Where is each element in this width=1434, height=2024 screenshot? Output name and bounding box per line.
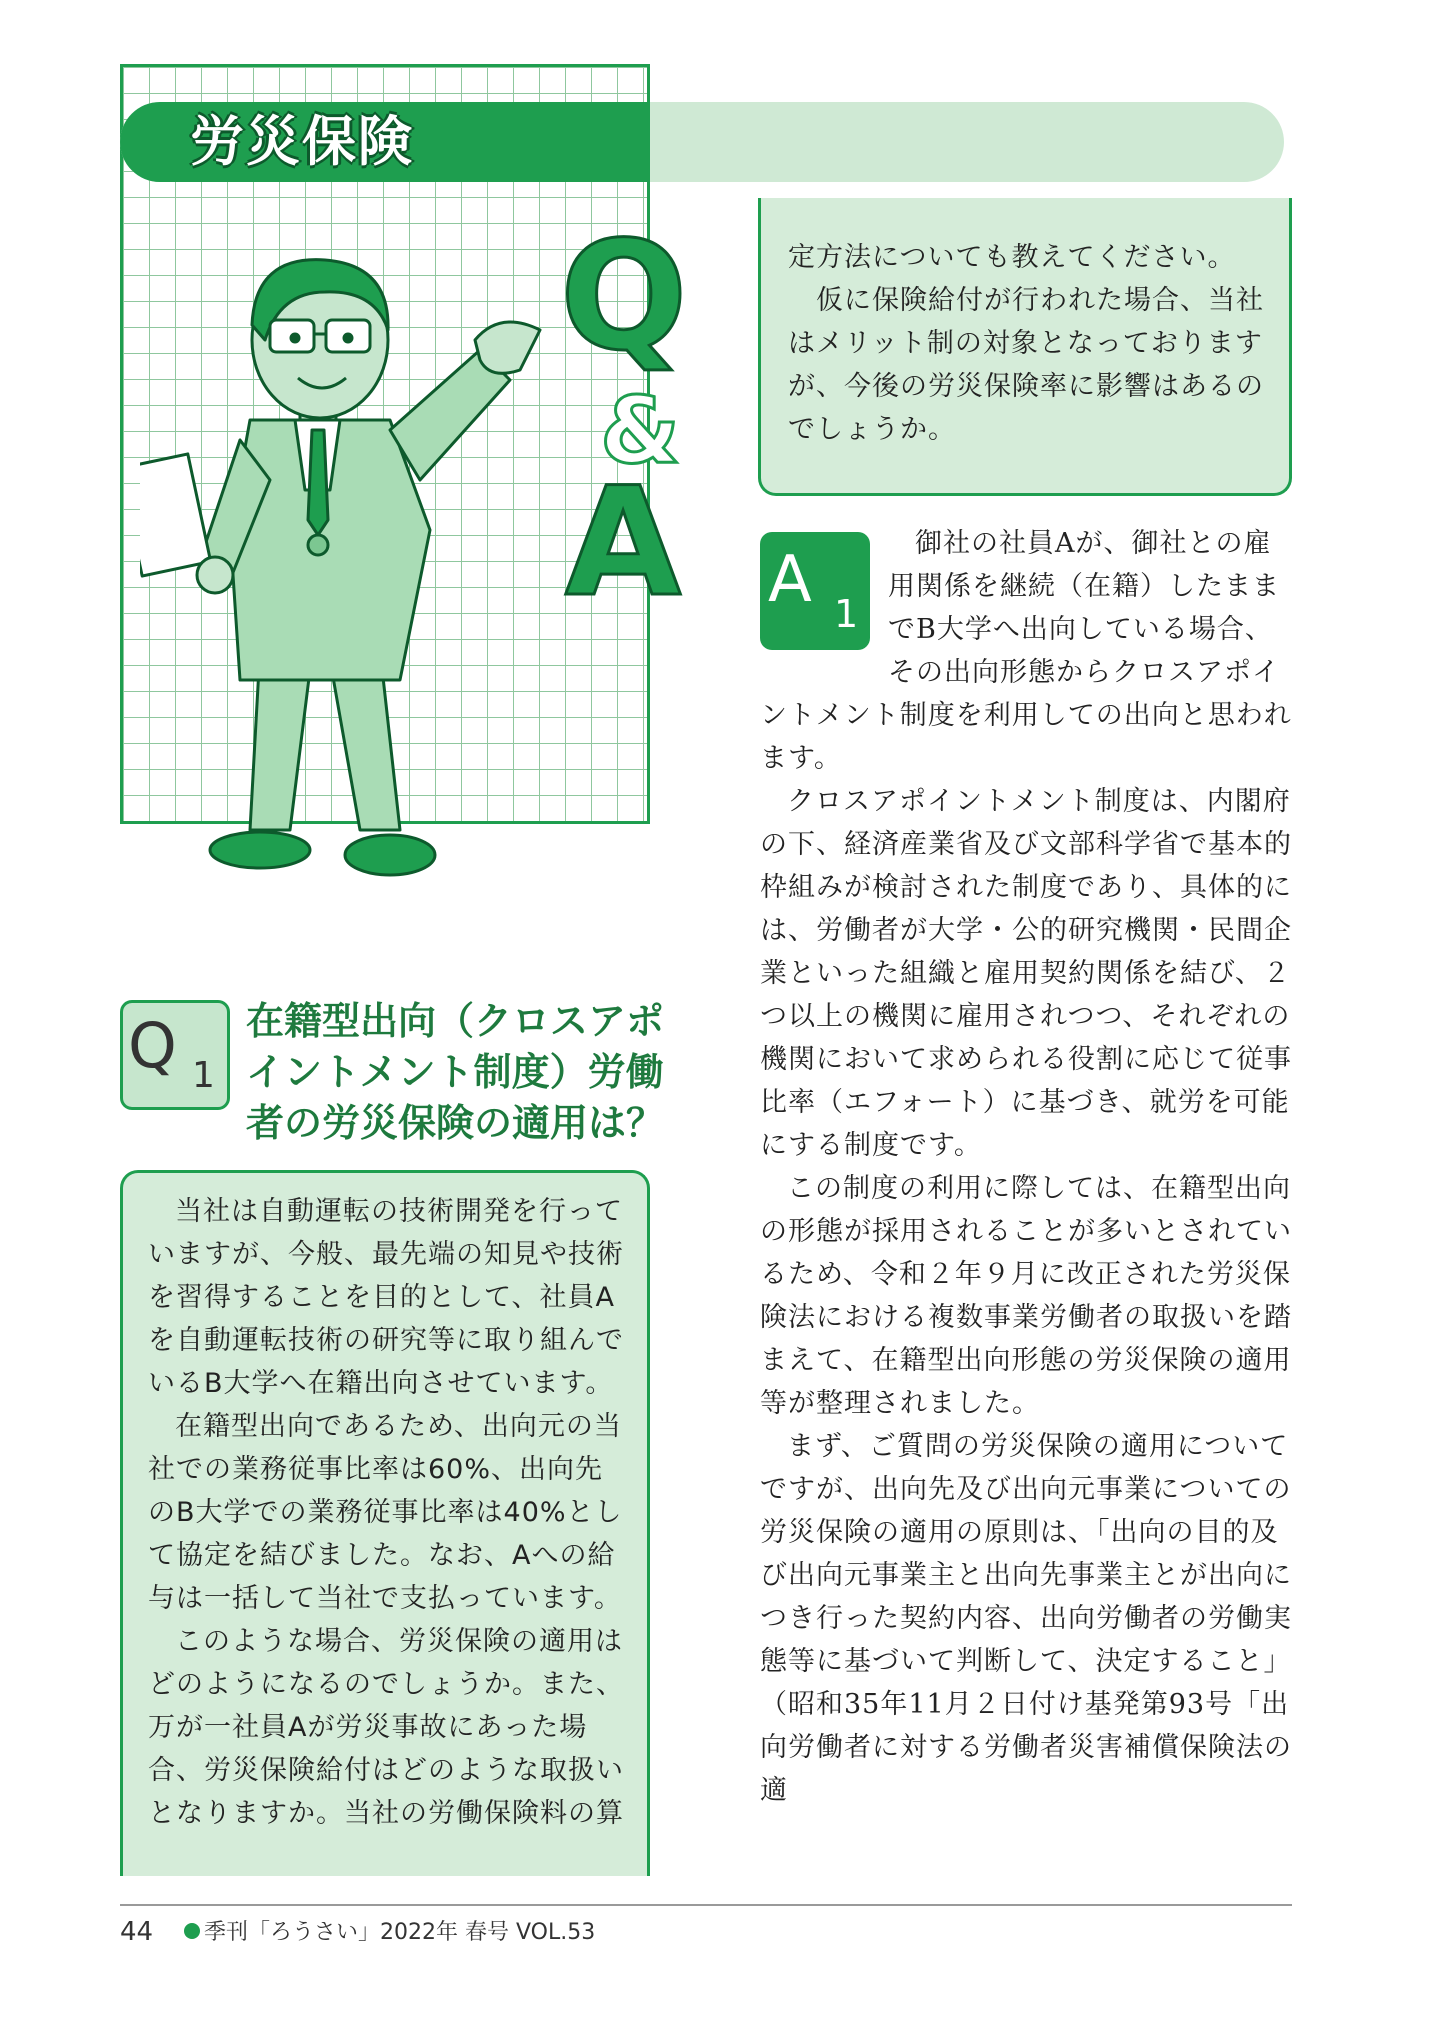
question-paragraph: 在籍型出向であるため、出向元の当社での業務従事比率は60%、出向先のB大学での業務従事比率は40%として協定を結びました。なお、Aへの給与は一括して当社で支払っています。 [148,1411,623,1614]
answer-paragraph: 御社の社員Aが、御社との雇用関係を継続（在籍）したままでB大学へ出向している場合、その出向形態からクロスアポイントメント制度を利用しての出向と思われます。 [760,528,1292,774]
bullet-icon [184,1923,200,1939]
footer-rule [120,1904,1292,1906]
q1-badge-letter: Q [128,1009,177,1082]
question-paragraph: 当社は自動運転の技術開発を行っていますが、今般、最先端の知見や技術を習得することを目的として、社員Aを自動運転技術の研究等に取り組んでいるB大学へ在籍出向させています。 [148,1196,624,1399]
page-title: 労災保険 [190,110,414,173]
publication-title: 季刊「ろうさい」2022年 春号 VOL.53 [204,1920,596,1945]
big-ampersand: & [600,377,681,484]
question-text [148,1190,626,1835]
question-line: はメリット制の対象となっております [788,328,1263,359]
a1-badge-letter: A [768,543,812,617]
question-line: 仮に保険給付が行われた場合、当社 [788,285,1264,316]
question-continued-text [788,236,1270,451]
answer-paragraph: クロスアポイントメント制度は、内閣府の下、経済産業省及び文部科学省で基本的枠組みが検討された制度であり、具体的には、労働者が大学・公的研究機関・民間企業といった組織と雇用契約関係を結び、２つ以上の機関に雇用されつつ、それぞれの機関において求められる役割に応じて従事比率（エフォート）に基づき、就労を可能にする制度です。 [760,786,1292,1161]
businessman-illustration [140,230,600,910]
question-line: 定方法についても教えてください。 [788,242,1236,273]
answer-text [760,522,1294,1812]
page-number: 44 [120,1917,154,1947]
question-line: でしょうか。 [788,414,956,445]
badge-spacer [760,522,888,652]
question-line: が、今後の労災保険率に影響はあるの [788,371,1264,402]
answer-paragraph: この制度の利用に際しては、在籍型出向の形態が採用されることが多いとされているため、令和２年９月に改正された労災保険法における複数事業労働者の取扱いを踏まえて、在籍型出向形態の労災保険の適用等が整理されました。 [760,1173,1292,1419]
answer-paragraph: まず、ご質問の労災保険の適用についてですが、出向先及び出向元事業についての労災保険の適用の原則は、「出向の目的及び出向元事業主と出向先事業主とが出向につき行った契約内容、出向労働者の労働実態等に基づいて判断して、決定すること」（昭和35年11月２日付け基発第93号「出向労働者に対する労働者災害補償保険法の適 [760,1431,1292,1806]
q1-heading: 在籍型出向（クロスアポイントメント制度）労働者の労災保険の適用は？ [246,999,665,1145]
big-q-letter: Q [560,210,688,384]
q1-badge-number: 1 [192,1055,215,1096]
a1-badge-number: 1 [834,592,859,636]
big-a-letter: A [565,456,682,630]
question-paragraph: このような場合、労災保険の適用はどのようになるのでしょうか。また、万が一社員Aが労災事故にあった場合、労災保険給付はどのような取扱いとなりますか。当社の労働保険料の算 [148,1626,624,1829]
